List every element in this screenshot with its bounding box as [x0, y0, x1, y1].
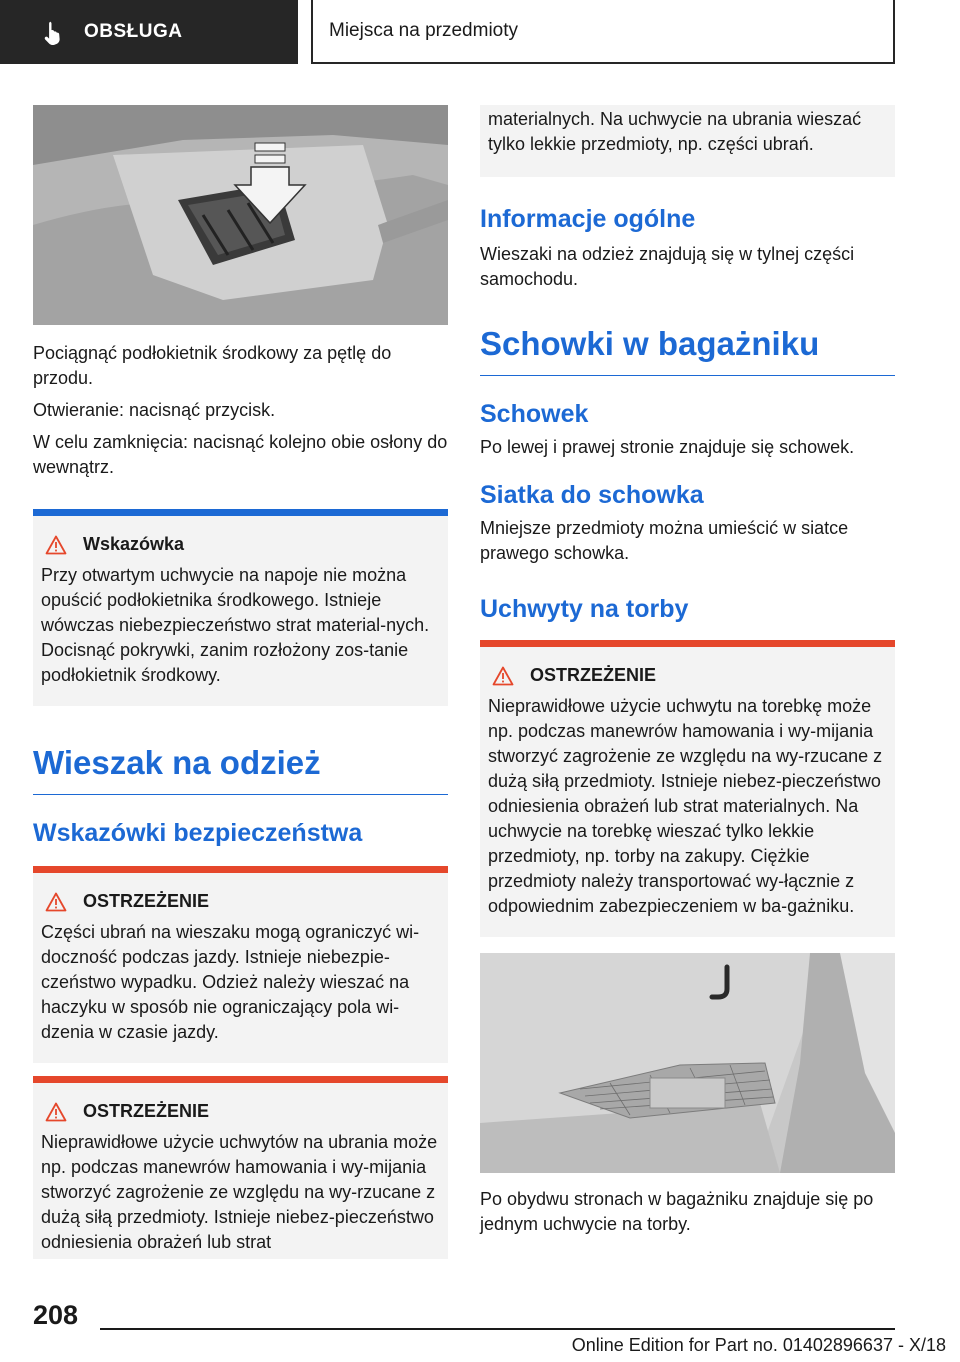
hint-text: Przy otwartym uchwycie na napoje nie można opuścić podłokietnika środkowego. Istnieje wówczas niebezpieczeństwo strat material-nych. Docisnąć pokrywki, zanim rozłożony zos-tanie podłokietnik środkowy. — [41, 565, 430, 685]
warning-triangle-icon — [45, 1102, 67, 1122]
subsection-heading: Schowek — [480, 400, 589, 428]
trunk-illustration — [480, 953, 895, 1173]
warning-box — [480, 640, 895, 937]
section-title: OBSŁUGA — [84, 21, 183, 42]
paragraph: Otwieranie: nacisnąć przycisk. — [33, 400, 276, 420]
trunk-photo — [480, 953, 895, 1173]
subsection-heading: Informacje ogólne — [480, 205, 696, 233]
right-column — [480, 105, 895, 1244]
paragraph: Mniejsze przedmioty można umieścić w siatce prawego schowka. — [480, 518, 849, 563]
warning-triangle-icon — [45, 535, 67, 555]
warning-text: Nieprawidłowe użycie uchwytów na ubrania może np. podczas manewrów hamowania i wy-mijania stworzyć zagrożenie ze względu na wy-rzucane z dużą siłą przedmioty. Istnieje niebez-pieczeństwo odniesienia obrażeń lub strat — [41, 1132, 438, 1252]
chapter-title-box — [311, 0, 895, 64]
hand-pointer-icon — [40, 19, 66, 45]
paragraph: Wieszaki na odzież znajdują się w tylnej części samochodu. — [480, 244, 855, 289]
section-heading: Schowki w bagażniku — [480, 325, 895, 376]
footer-divider — [100, 1328, 895, 1330]
warning-text: Części ubrań na wieszaku mogą ograniczyć wi-doczność podczas jazdy. Istnieje niebezpie-czeństwo wypadku. Odzież należy wieszać na haczyku w sposób nie ograniczający pola wi-dzenia w czasie jazdy. — [41, 922, 420, 1042]
left-column — [33, 105, 448, 1259]
warning-title: OSTRZEŻENIE — [83, 891, 210, 911]
warning-box — [33, 1076, 448, 1259]
subsection-heading: Siatka do schowka — [480, 481, 704, 509]
warning-text: materialnych. Na uchwycie na ubrania wieszać tylko lekkie przedmioty, np. części ubrań. — [488, 109, 862, 154]
subsection-heading: Wskazówki bezpieczeństwa — [33, 819, 363, 847]
page-number: 208 — [33, 1300, 79, 1330]
caption: Po obydwu stronach w bagażniku znajduje się po jednym uchwycie na torby. — [480, 1189, 874, 1234]
warning-triangle-icon — [45, 892, 67, 912]
warning-title: OSTRZEŻENIE — [530, 665, 657, 685]
warning-text: Nieprawidłowe użycie uchwytu na torebkę może np. podczas manewrów hamowania i wy-mijania stworzyć zagrożenie ze względu na wy-rzucane z dużą siłą przedmioty. Istnieje niebez-pieczeństwo odniesienia obrażeń lub strat materialnych. Na uchwycie na torebkę wieszać tylko lekkie przedmioty, np. torby na zakupy. Ciężkie przedmioty należy transportować wy-łącznie z odpowiednim zabezpieczeniem w ba-gażniku. — [488, 696, 883, 916]
chapter-title: Miejsca na przedmioty — [329, 20, 519, 41]
armrest-illustration — [33, 105, 448, 325]
section-tab — [0, 0, 298, 64]
warning-box — [33, 866, 448, 1063]
hint-box — [33, 509, 448, 706]
section-heading: Wieszak na odzież — [33, 744, 448, 795]
edition-note: Online Edition for Part no. 01402896637 - X/18 — [571, 1335, 946, 1355]
armrest-photo — [33, 105, 448, 325]
paragraph: Pociągnąć podłokietnik środkowy za pętlę do przodu. — [33, 343, 392, 388]
subsection-heading: Uchwyty na torby — [480, 595, 689, 623]
paragraph: Po lewej i prawej stronie znajduje się schowek. — [480, 437, 855, 457]
warning-box-continued — [480, 105, 895, 177]
paragraph: W celu zamknięcia: nacisnąć kolejno obie osłony do wewnątrz. — [33, 432, 448, 477]
warning-triangle-icon — [492, 666, 514, 686]
hint-title: Wskazówka — [83, 534, 185, 554]
warning-title: OSTRZEŻENIE — [83, 1101, 210, 1121]
